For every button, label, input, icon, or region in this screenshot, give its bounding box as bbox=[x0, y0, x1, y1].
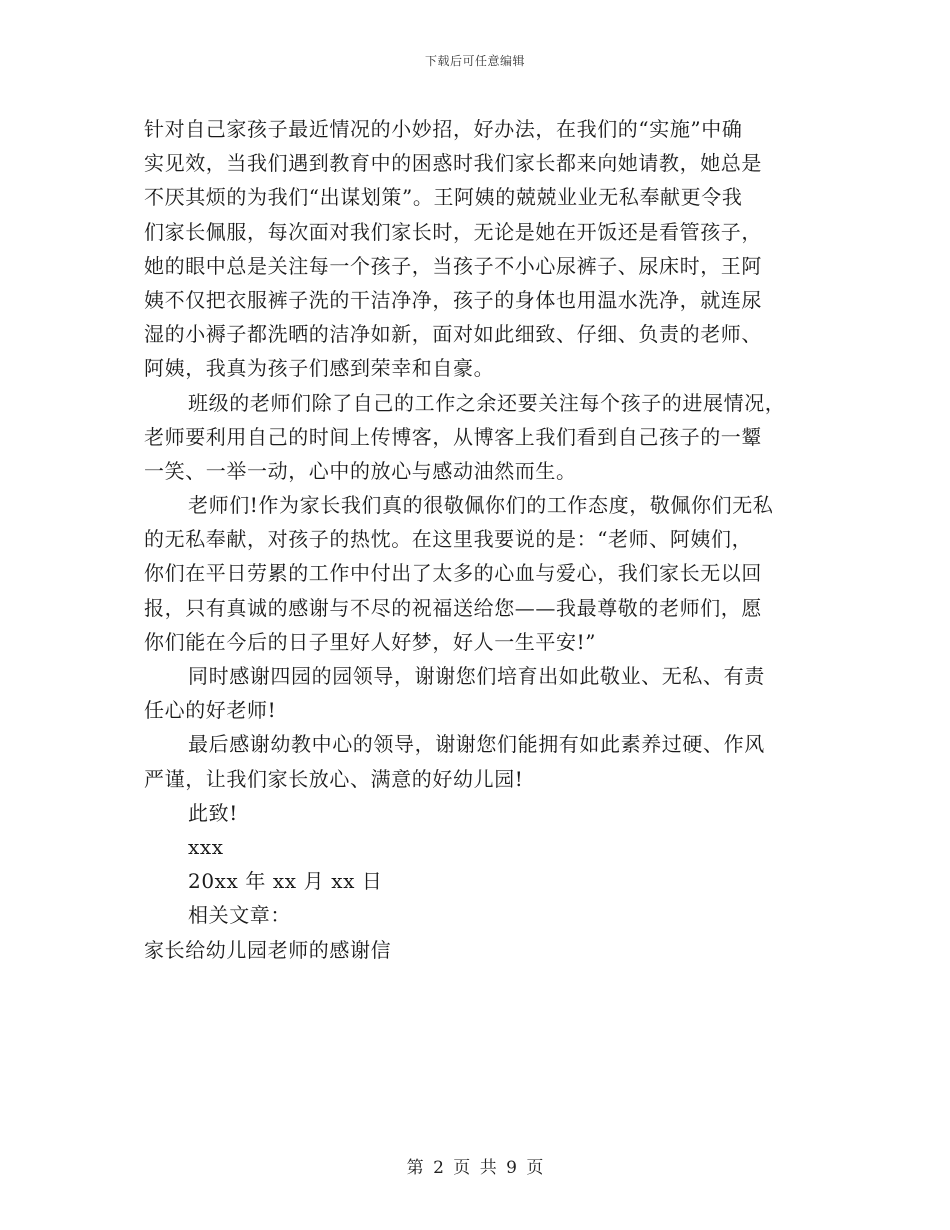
body-line: 不厌其烦的为我们“出谋划策”。王阿姨的兢兢业业无私奉献更令我 bbox=[144, 185, 743, 210]
body-line: 实见效，当我们遇到教育中的困惑时我们家长都来向她请教，她总是 bbox=[144, 151, 762, 176]
body-line: 老师们!作为家长我们真的很敬佩你们的工作态度，敬佩你们无私 bbox=[188, 493, 774, 518]
document-body bbox=[144, 112, 814, 967]
body-line: 同时感谢四园的园领导，谢谢您们培育出如此敬业、无私、有责 bbox=[188, 664, 765, 688]
date-line: 20xx 年 xx 月 xx 日 bbox=[188, 869, 383, 894]
body-line: 姨不仅把衣服裤子洗的干洁净净，孩子的身体也用温水洗净，就连尿 bbox=[144, 287, 762, 312]
page-number: 第 2 页 共 9 页 bbox=[406, 1158, 544, 1178]
page-header: 下载后可任意编辑 bbox=[424, 54, 525, 68]
related-articles-label: 相关文章： bbox=[188, 903, 291, 928]
body-line: 们家长佩服，每次面对我们家长时，无论是她在开饭还是看管孩子， bbox=[144, 219, 762, 244]
body-line: 一笑、一举一动，心中的放心与感动油然而生。 bbox=[144, 458, 577, 483]
body-line: 针对自己家孩子最近情况的小妙招，好办法，在我们的“实施”中确 bbox=[144, 117, 743, 141]
body-line: 任心的好老师! bbox=[144, 698, 277, 723]
body-line: 严谨，让我们家长放心、满意的好幼儿园! bbox=[144, 766, 524, 791]
body-line: 老师要利用自己的时间上传博客，从博客上我们看到自己孩子的一颦 bbox=[144, 424, 762, 449]
body-line: 你们能在今后的日子里好人好梦，好人一生平安!” bbox=[144, 629, 597, 654]
body-line: 她的眼中总是关注每一个孩子，当孩子不小心尿裤子、尿床时，王阿 bbox=[144, 253, 762, 278]
body-line: 的无私奉献，对孩子的热忱。在这里我要说的是：“老师、阿姨们， bbox=[144, 527, 753, 552]
closing-salutation: 此致! bbox=[188, 800, 238, 825]
signature: xxx bbox=[188, 834, 224, 859]
body-line: 报，只有真诚的感谢与不尽的祝福送给您——我最尊敬的老师们，愿 bbox=[144, 595, 762, 620]
body-line: 湿的小褥子都洗晒的洁净如新，面对如此细致、仔细、负责的老师、 bbox=[144, 322, 762, 347]
body-line: 你们在平日劳累的工作中付出了太多的心血与爱心，我们家长无以回 bbox=[144, 561, 762, 586]
body-line: 最后感谢幼教中心的领导，谢谢您们能拥有如此素养过硬、作风 bbox=[188, 732, 765, 757]
body-line: 班级的老师们除了自己的工作之余还要关注每个孩子的进展情况， bbox=[188, 390, 786, 415]
related-article-link[interactable]: 家长给幼儿园老师的感谢信 bbox=[144, 937, 392, 962]
body-line: 阿姨，我真为孩子们感到荣幸和自豪。 bbox=[144, 356, 495, 381]
